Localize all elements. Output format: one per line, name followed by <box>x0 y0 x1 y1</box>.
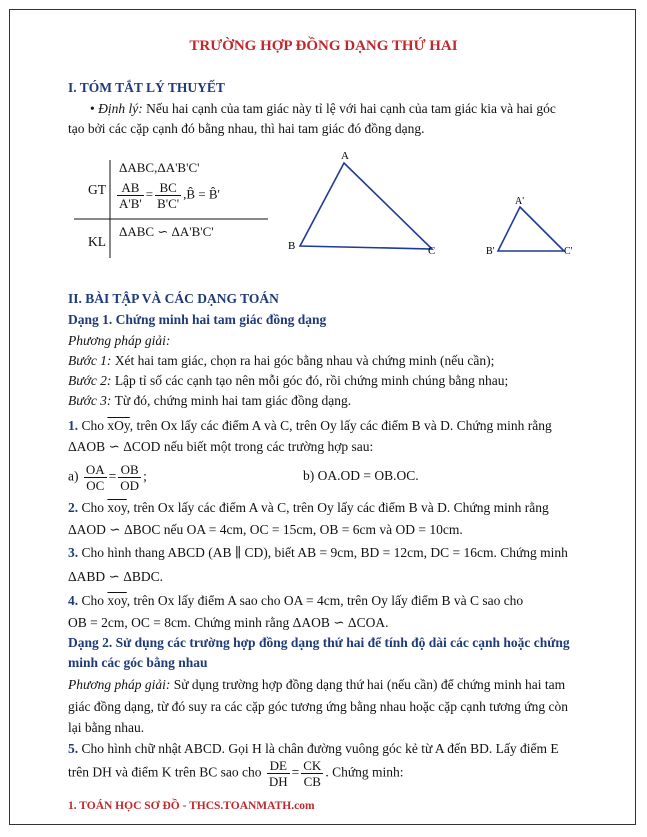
problem4-number: 4. <box>68 593 79 608</box>
method2-label: Phương pháp giải: <box>68 677 171 692</box>
section1-heading: I. TÓM TẮT LÝ THUYẾT <box>68 80 225 95</box>
ratio-bc: $\frac{BC}{B'C'}$ <box>157 180 180 211</box>
problem5-line2: trên DH và điểm K trên BC sao cho $\frac{DE}{DH}$ = $\frac{CK}{CB}$ . Chứng minh: <box>68 758 404 789</box>
angle-xoy-2: $\overline{xoy}$ <box>107 500 127 515</box>
step3-label: Bước 3: <box>68 393 112 408</box>
ratio-ab: $\frac{AB}{A'B'}$ <box>119 180 142 211</box>
theorem-text1: Nếu hai cạnh của tam giác này tỉ lệ với hai cạnh của tam giác kia và hai góc <box>142 101 556 116</box>
section2-heading: II. BÀI TẬP VÀ CÁC DẠNG TOÁN <box>68 291 279 306</box>
equal-sign: = <box>145 186 154 202</box>
step2-label: Bước 2: <box>68 373 112 388</box>
label-a: A <box>341 150 349 162</box>
problem1-line2 <box>68 437 373 457</box>
problem4-text-b: , trên Ox lấy điểm A sao cho OA = 4cm, trên Oy lấy điểm B và C sao cho <box>126 593 524 608</box>
problem1-number: 1. <box>68 418 79 433</box>
problem4-line1 <box>68 591 523 611</box>
kl-statement: ΔABC ∽ ΔA'B'C' <box>119 224 214 239</box>
problem1a: a) $\frac{OA}{OC}$ = $\frac{OB}{OD}$ ; <box>68 462 147 493</box>
page-title: TRƯỜNG HỢP ĐỒNG DẠNG THỨ HAI <box>189 38 458 54</box>
step2-text: Lập tỉ số các cạnh tạo nên mỗi góc đó, rồi chứng minh chúng bằng nhau; <box>111 373 509 388</box>
step1-label: Bước 1: <box>68 353 112 368</box>
problem1-similar: ΔAOB ∽ ΔCOD <box>68 439 161 454</box>
problem1b <box>303 466 419 486</box>
footer: 1. TOÁN HỌC SƠ ĐỒ - THCS.TOANMATH.com <box>68 800 315 812</box>
problem1a-label: a) <box>68 468 79 484</box>
method2-line1 <box>68 675 565 695</box>
problem1-text-d: nếu biết một trong các trường hợp sau: <box>160 439 374 454</box>
triangle-a-b-c-prime <box>498 207 564 251</box>
problem5-line1 <box>68 739 559 759</box>
method2-text1: Sử dụng trường hợp đồng dạng thứ hai (nếu cần) để chứng minh hai tam <box>170 677 566 692</box>
kl-label: KL <box>88 234 106 249</box>
problem4-line2: OB = 2cm, OC = 8cm. Chứng minh rằng ΔAOB ∽ ΔCOA. <box>68 615 389 630</box>
method1-label: Phương pháp giải: <box>68 333 171 348</box>
problem2-text-a: Cho <box>78 500 108 515</box>
gt-triangles: ΔABC,ΔA'B'C' <box>119 160 200 175</box>
problem5-text-a: Cho hình chữ nhật ABCD. Gọi H là chân đường vuông góc kẻ từ A đến BD. Lấy điểm E <box>78 741 559 756</box>
triangle-abc <box>300 163 432 249</box>
problem3-line1 <box>68 543 568 563</box>
problem2-number: 2. <box>68 500 79 515</box>
semicolon: ; <box>143 468 147 484</box>
step3-text: Từ đó, chứng minh hai tam giác đồng dạng. <box>111 393 352 408</box>
ratio-ob-od: $\frac{OB}{OD}$ <box>120 462 140 493</box>
bullet: • <box>90 101 95 116</box>
problem2-text-b: , trên Ox lấy các điểm A và C, trên Oy lấy các điểm B và D. Chứng minh rằng <box>126 500 549 515</box>
dang1-heading: Dạng 1. Chứng minh hai tam giác đồng dạng <box>68 312 327 327</box>
angle-xoy: $\overline{xOy}$ <box>107 418 130 433</box>
theorem-label: Định lý: <box>98 101 143 116</box>
label-c: C <box>428 245 436 257</box>
method2-line3: lại bằng nhau. <box>68 720 145 735</box>
theorem-line2: tạo bởi các cặp cạnh đó bằng nhau, thì hai tam giác đó đồng dạng. <box>68 121 425 136</box>
step3 <box>68 391 351 411</box>
step1 <box>68 351 494 371</box>
problem5-text-c: . Chứng minh: <box>325 764 404 780</box>
label-a-prime: A' <box>515 196 525 207</box>
label-b: B <box>288 240 296 252</box>
problem1-text-b: , trên Ox lấy các điểm A và C, trên Oy lấy các điểm B và D. Chứng minh rằng <box>129 418 552 433</box>
step2 <box>68 371 508 391</box>
ratio-de-dh: $\frac{DE}{DH}$ <box>268 758 288 789</box>
gt-label: GT <box>88 182 106 197</box>
problem4-text-a: Cho <box>78 593 108 608</box>
dang2-heading-line1: Dạng 2. Sử dụng các trường hợp đồng dạng thứ hai để tính độ dài các cạnh hoặc chứng <box>68 635 570 650</box>
problem2-line2: ΔAOD ∽ ΔBOC nếu OA = 4cm, OC = 15cm, OB = 6cm và OD = 10cm. <box>68 522 463 537</box>
problem5-text-b: trên DH và điểm K trên BC sao cho <box>68 764 265 780</box>
problem3-line2: ΔABD ∽ ΔBDC. <box>68 569 164 584</box>
problem2-line1 <box>68 498 549 518</box>
problem1b-text: OA.OD = OB.OC. <box>317 468 419 483</box>
label-c-prime: C' <box>564 246 573 257</box>
ratio-oa-oc: $\frac{OA}{OC}$ <box>85 462 105 493</box>
dang2-heading-line2: minh các góc bằng nhau <box>68 655 208 670</box>
angle-xoy-4: $\overline{xoy}$ <box>107 593 127 608</box>
problem3-number: 3. <box>68 545 79 560</box>
label-b-prime: B' <box>486 246 495 257</box>
step1-text: Xét hai tam giác, chọn ra hai góc bằng nhau và chứng minh (nếu cần); <box>111 353 495 368</box>
problem5-number: 5. <box>68 741 79 756</box>
problem1-line1 <box>68 416 552 436</box>
problem1-text-a: Cho <box>78 418 108 433</box>
angle-equality: ,B̂ = B̂' <box>183 186 220 202</box>
ratio-ck-cb: $\frac{CK}{CB}$ <box>303 758 322 789</box>
problem1b-label: b) <box>303 468 315 483</box>
problem3-text-a: Cho hình thang ABCD (AB ∥ CD), biết AB = 9cm, BD = 12cm, DC = 16cm. Chứng minh <box>78 545 568 560</box>
method2-line2: giác đồng dạng, từ đó suy ra các cặp góc tương ứng bằng nhau hoặc cặp cạnh tương ứng còn <box>68 699 568 714</box>
